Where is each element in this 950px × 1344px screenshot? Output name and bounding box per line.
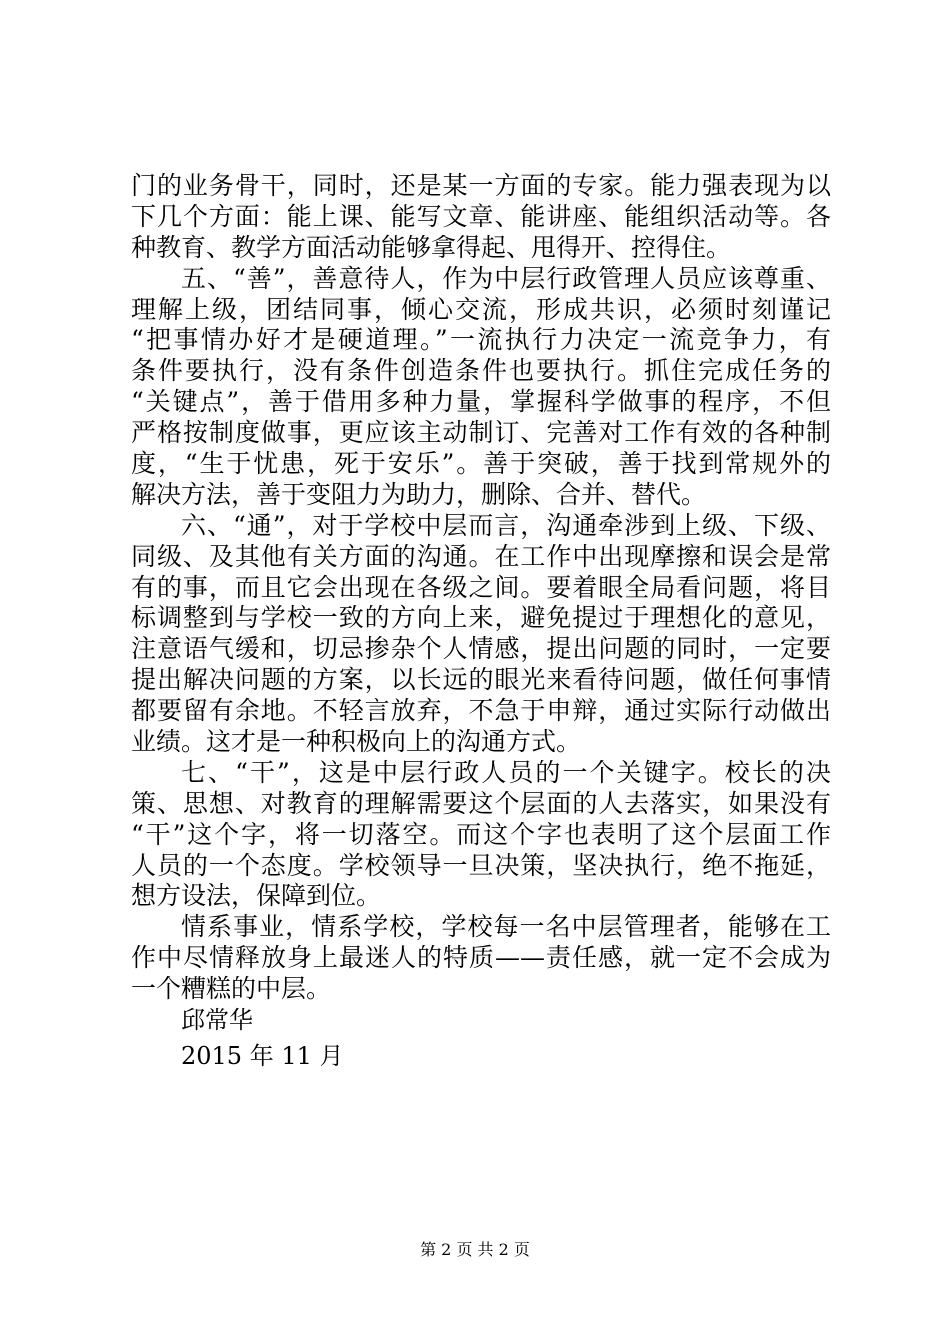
text-line: 同级、及其他有关方面的沟通。在工作中出现摩擦和误会是常 — [131, 541, 831, 571]
text-line: 作中尽情释放身上最迷人的特质——责任感，就一定不会成为 — [131, 943, 831, 973]
document-date: 2015 年 11 月 — [181, 1041, 344, 1070]
text-line: 严格按制度做事，更应该主动制订、完善对工作有效的各种制 — [131, 418, 831, 448]
text-line: 条件要执行，没有条件创造条件也要执行。抓住完成任务的 — [131, 356, 831, 386]
text-line: 五、“善”，善意待人，作为中层行政管理人员应该尊重、 — [181, 263, 831, 293]
text-line: 人员的一个态度。学校领导一旦决策，坚决执行，绝不拖延， — [131, 850, 831, 880]
text-line: 情系事业，情系学校，学校每一名中层管理者，能够在工 — [181, 912, 831, 942]
page-footer: 第 2 页 共 2 页 — [420, 1240, 530, 1259]
text-line: 业绩。这才是一种积极向上的沟通方式。 — [131, 727, 582, 757]
text-line: 理解上级，团结同事，倾心交流，形成共识，必须时刻谨记 — [131, 294, 831, 324]
text-line: 解决方法，善于变阻力为助力，删除、合并、替代。 — [131, 479, 707, 509]
text-line: “把事情办好才是硬道理。”一流执行力决定一流竞争力，有 — [131, 325, 831, 355]
text-line: 都要留有余地。不轻言放弃，不急于申辩，通过实际行动做出 — [131, 696, 831, 726]
text-line: 有的事，而且它会出现在各级之间。要着眼全局看问题，将目 — [131, 572, 831, 602]
text-line: 提出解决问题的方案，以长远的眼光来看待问题，做任何事情 — [131, 665, 831, 695]
text-line: 想方设法，保障到位。 — [131, 881, 382, 911]
text-line: 种教育、教学方面活动能够拿得起、甩得开、控得住。 — [131, 232, 732, 262]
text-line: 七、“干”，这是中层行政人员的一个关键字。校长的决 — [181, 757, 831, 787]
text-line: 一个糟糕的中层。 — [131, 974, 332, 1004]
text-line: 下几个方面：能上课、能写文章、能讲座、能组织活动等。各 — [131, 201, 831, 231]
text-line: 度，“生于忧患，死于安乐”。善于突破，善于找到常规外的 — [131, 449, 831, 479]
text-line: 注意语气缓和，切忌掺杂个人情感，提出问题的同时，一定要 — [131, 634, 831, 664]
text-line: “干”这个字，将一切落空。而这个字也表明了这个层面工作 — [131, 819, 831, 849]
text-line: 标调整到与学校一致的方向上来，避免提过于理想化的意见， — [131, 603, 831, 633]
author-signature: 邱常华 — [181, 1006, 253, 1035]
text-line: 六、“通”，对于学校中层而言，沟通牵涉到上级、下级、 — [181, 510, 831, 540]
text-line: “关键点”，善于借用多种力量，掌握科学做事的程序，不但 — [131, 387, 831, 417]
document-body — [131, 171, 831, 1076]
text-line: 门的业务骨干，同时，还是某一方面的专家。能力强表现为以 — [131, 171, 831, 200]
text-line: 策、思想、对教育的理解需要这个层面的人去落实，如果没有 — [131, 788, 831, 818]
